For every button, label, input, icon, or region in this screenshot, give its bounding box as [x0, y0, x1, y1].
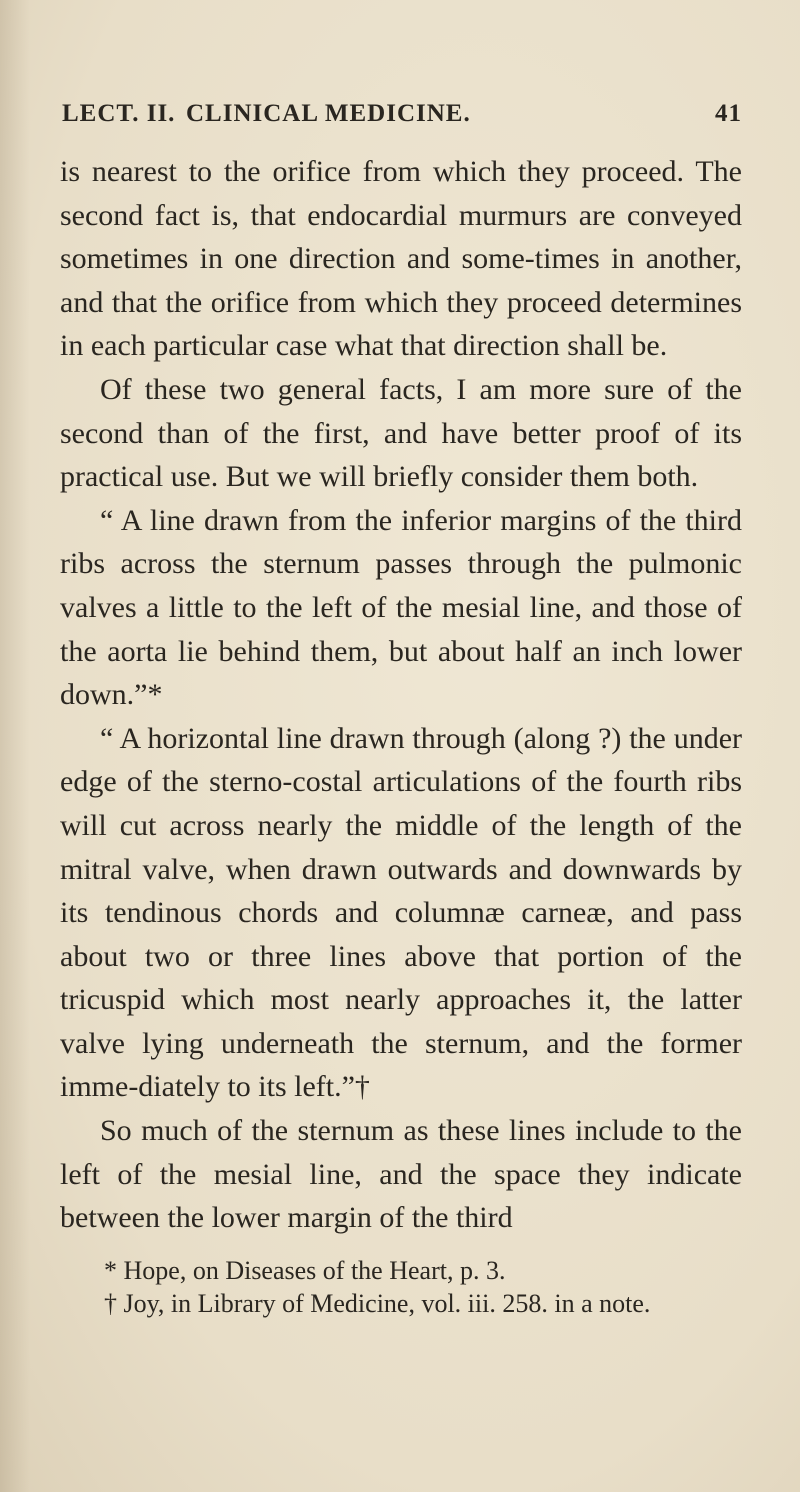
footnote: † Joy, in Library of Medicine, vol. iii. 258. in a note. [104, 1289, 651, 1318]
running-head-title: CLINICAL MEDICINE. [186, 100, 471, 127]
page-gutter-shadow [0, 0, 30, 1492]
page-number: 41 [715, 100, 742, 127]
paragraph-continuation: is nearest to the orifice from which they proceed. The second fact is, that endocardial murmurs are conveyed sometimes in one direction and some-times in another, and that the orifice from which they proceed determines in each particular case what that direction shall be. [60, 155, 742, 363]
footnote: * Hope, on Diseases of the Heart, p. 3. [104, 1256, 506, 1285]
paragraph-quotation: “ A horizontal line drawn through (along ?) the under edge of the sterno-costal articulations of the fourth ribs will cut across nearly the middle of the length of the mitral valve, when drawn outwards and downwards by its tendinous chords and columnæ carneæ, and pass about two or three lines above that portion of the tricuspid which most nearly approaches it, the latter valve lying underneath the sternum, and the former imme-diately to its left.”† [60, 721, 742, 1104]
running-head-lecture: LECT. II. [62, 100, 176, 127]
paragraph: So much of the sternum as these lines include to the left of the mesial line, and the space they indicate between the lower margin of the third [60, 1114, 742, 1235]
footnotes [60, 1254, 742, 1320]
running-head [62, 100, 742, 140]
body-text [60, 150, 742, 1240]
paragraph: Of these two general facts, I am more sure of the second than of the first, and have better proof of its practical use. But we will briefly consider them both. [60, 372, 742, 494]
paragraph-quotation: “ A line drawn from the inferior margins of the third ribs across the sternum passes through the pulmonic valves a little to the left of the mesial line, and those of the aorta lie behind them, but about half an inch lower down.”* [60, 503, 742, 712]
